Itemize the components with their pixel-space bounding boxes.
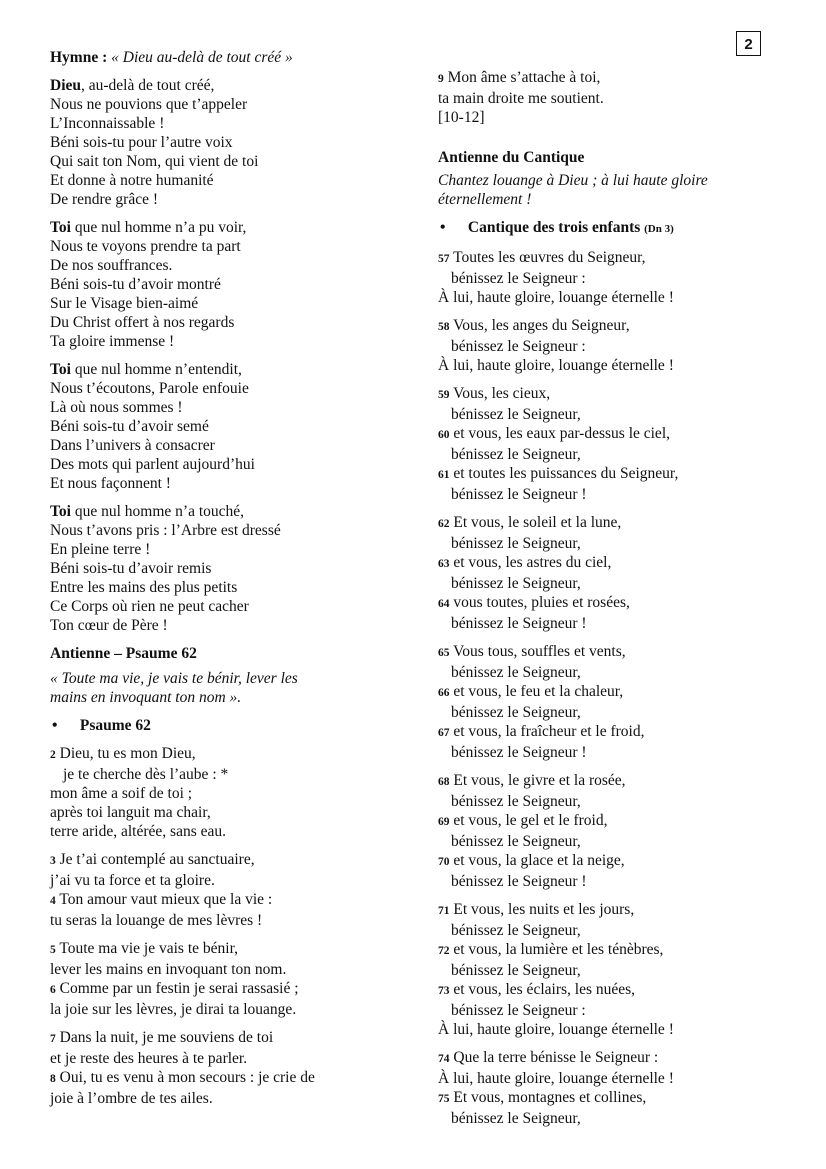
verse-line <box>438 743 778 762</box>
stanza-line: Ton cœur de Père ! <box>50 617 168 634</box>
verse-line <box>438 703 778 722</box>
verse-text: bénissez le Seigneur, <box>451 1110 581 1127</box>
stanza-line: Béni sois-tu d’avoir montré <box>50 276 221 293</box>
stanza-line: Qui sait ton Nom, qui vient de toi <box>50 153 259 170</box>
hymn-label: Hymne : <box>50 49 108 66</box>
verse-group <box>438 513 778 633</box>
hymn-title: « Dieu au-delà de tout créé » <box>111 49 293 66</box>
verse-group <box>50 850 410 930</box>
antienne-line: Chantez louange à Dieu ; à lui haute gloire <box>438 172 708 189</box>
antienne-psaume-text <box>50 669 410 707</box>
stanza-line: En pleine terre ! <box>50 541 151 558</box>
verse-line <box>50 744 410 765</box>
verse-text: bénissez le Seigneur, <box>451 833 581 850</box>
antienne-psaume-heading: Antienne – Psaume 62 <box>50 645 197 662</box>
verse-number: 7 <box>50 1033 56 1045</box>
verse-line <box>438 1001 778 1020</box>
verse-number: 64 <box>438 598 450 610</box>
verse-group <box>438 1048 778 1128</box>
verse-line <box>50 871 410 890</box>
verse-line <box>438 288 778 307</box>
verse-text: bénissez le Seigneur, <box>451 664 581 681</box>
verse-text: je te cherche dès l’aube : * <box>63 766 229 783</box>
verse-number: 2 <box>50 749 56 761</box>
hymn-stanza <box>50 218 410 351</box>
verse-line <box>438 811 778 832</box>
stanza-first-word: Toi <box>50 219 71 236</box>
stanza-line: Et nous façonnent ! <box>50 475 171 492</box>
stanza-line: Dans l’univers à consacrer <box>50 437 215 454</box>
stanza-line: Du Christ offert à nos regards <box>50 314 235 331</box>
verse-number: 67 <box>438 727 450 739</box>
verse-line <box>50 1049 410 1068</box>
verse-group <box>438 248 778 307</box>
stanza-line: Béni sois-tu pour l’autre voix <box>50 134 233 151</box>
psalm-continuation <box>438 68 778 127</box>
verse-number: 59 <box>438 389 450 401</box>
verse-number: 61 <box>438 469 450 481</box>
stanza-line: Et donne à notre humanité <box>50 172 214 189</box>
verse-number: 71 <box>438 905 450 917</box>
bullet-icon: • <box>52 717 58 734</box>
verse-line <box>50 1000 410 1019</box>
verse-number: 57 <box>438 253 450 265</box>
verse-text: terre aride, altérée, sans eau. <box>50 823 226 840</box>
verse-text: mon âme a soif de toi ; <box>50 785 193 802</box>
verse-number: 60 <box>438 429 450 441</box>
stanza-line: De nos souffrances. <box>50 257 173 274</box>
verse-text: Que la terre bénisse le Seigneur : <box>453 1049 659 1066</box>
verse-text: À lui, haute gloire, louange éternelle ! <box>438 289 674 306</box>
stanza-first-line <box>50 502 410 521</box>
hymn-heading <box>50 48 410 67</box>
stanza-line: Là où nous sommes ! <box>50 399 183 416</box>
stanza-first-word: Toi <box>50 361 71 378</box>
verse-number: 3 <box>50 855 56 867</box>
verse-text: vous toutes, pluies et rosées, <box>453 594 630 611</box>
antienne-line: éternellement ! <box>438 191 532 208</box>
verse-text: ta main droite me soutient. <box>438 90 604 107</box>
hymn-stanza <box>50 502 410 635</box>
verse-text: et je reste des heures à te parler. <box>50 1050 248 1067</box>
verse-number: 6 <box>50 984 56 996</box>
verse-group <box>438 384 778 504</box>
verse-text: Et vous, le soleil et la lune, <box>453 514 622 531</box>
verse-text: Je t’ai contemplé au sanctuaire, <box>59 851 255 868</box>
stanza-first-rest: que nul homme n’entendit, <box>70 361 242 378</box>
verse-text: Toutes les œuvres du Seigneur, <box>453 249 646 266</box>
antienne-line: « Toute ma vie, je vais te bénir, lever les <box>50 670 298 687</box>
verse-group <box>438 771 778 891</box>
verse-line <box>438 89 778 108</box>
stanza-first-rest: que nul homme n’a touché, <box>70 503 245 520</box>
stanza-line: Entre les mains des plus petits <box>50 579 238 596</box>
verse-text: À lui, haute gloire, louange éternelle ! <box>438 1021 674 1038</box>
verse-line <box>438 68 778 89</box>
verse-text: et vous, la fraîcheur et le froid, <box>453 723 645 740</box>
verse-text: Ton amour vaut mieux que la vie : <box>59 891 273 908</box>
verse-text: Dieu, tu es mon Dieu, <box>59 745 196 762</box>
verse-number: 4 <box>50 895 56 907</box>
verse-text: bénissez le Seigneur, <box>451 922 581 939</box>
verse-line <box>438 832 778 851</box>
verse-text: et vous, la glace et la neige, <box>453 852 625 869</box>
verse-text: Mon âme s’attache à toi, <box>447 69 601 86</box>
verse-line <box>50 890 410 911</box>
verse-text: Et vous, montagnes et collines, <box>453 1089 647 1106</box>
verse-text: après toi languit ma chair, <box>50 804 211 821</box>
verse-number: 66 <box>438 687 450 699</box>
stanza-line: Ta gloire immense ! <box>50 333 175 350</box>
stanza-first-rest: que nul homme n’a pu voir, <box>70 219 247 236</box>
stanza-line: Des mots qui parlent aujourd’hui <box>50 456 255 473</box>
psalm-verses <box>50 744 410 1108</box>
verse-line <box>438 464 778 485</box>
verse-line <box>438 445 778 464</box>
verse-line <box>50 939 410 960</box>
verse-number: 9 <box>438 73 444 85</box>
verse-text: bénissez le Seigneur ! <box>451 615 587 632</box>
verse-line <box>438 663 778 682</box>
verse-text: et vous, les astres du ciel, <box>453 554 612 571</box>
verse-text: bénissez le Seigneur, <box>451 962 581 979</box>
verse-line <box>50 911 410 930</box>
verse-text: bénissez le Seigneur : <box>451 1002 586 1019</box>
verse-line <box>438 424 778 445</box>
verse-number: 5 <box>50 944 56 956</box>
canticle-reference: (Dn 3) <box>644 223 674 235</box>
verse-text: et vous, le feu et la chaleur, <box>453 683 624 700</box>
hymn-stanzas <box>50 76 410 635</box>
verse-line <box>438 642 778 663</box>
hymn-stanza <box>50 360 410 493</box>
stanza-line: Nous t’avons pris : l’Arbre est dressé <box>50 522 281 539</box>
verse-number: 75 <box>438 1093 450 1105</box>
stanza-line: Ce Corps où rien ne peut cacher <box>50 598 249 615</box>
verse-group <box>50 1028 410 1108</box>
verse-group <box>438 642 778 762</box>
verse-group <box>50 744 410 841</box>
verse-text: [10-12] <box>438 109 485 126</box>
verse-text: joie à l’ombre de tes ailes. <box>50 1090 213 1107</box>
stanza-line: Nous te voyons prendre ta part <box>50 238 241 255</box>
verse-group <box>438 900 778 1039</box>
verse-text: lever les mains en invoquant ton nom. <box>50 961 287 978</box>
stanza-line: Nous t’écoutons, Parole enfouie <box>50 380 249 397</box>
verse-text: Oui, tu es venu à mon secours : je crie de <box>59 1069 315 1086</box>
verse-text: bénissez le Seigneur, <box>451 575 581 592</box>
stanza-first-line <box>50 218 410 237</box>
verse-text: Vous, les cieux, <box>453 385 551 402</box>
verse-text: Et vous, le givre et la rosée, <box>453 772 626 789</box>
verse-line <box>438 921 778 940</box>
verse-line <box>438 614 778 633</box>
verse-text: bénissez le Seigneur : <box>451 338 586 355</box>
verse-line <box>438 722 778 743</box>
verse-text: j’ai vu ta force et ta gloire. <box>50 872 215 889</box>
verse-text: bénissez le Seigneur, <box>451 446 581 463</box>
stanza-first-word: Toi <box>50 503 71 520</box>
verse-number: 68 <box>438 776 450 788</box>
verse-text: et vous, la lumière et les ténèbres, <box>453 941 664 958</box>
psalm-heading <box>50 716 410 735</box>
verse-line <box>50 803 410 822</box>
stanza-first-rest: , au-delà de tout créé, <box>81 77 215 94</box>
bullet-icon: • <box>440 219 446 236</box>
verse-text: et toutes les puissances du Seigneur, <box>453 465 679 482</box>
verse-number: 65 <box>438 647 450 659</box>
verse-line <box>50 822 410 841</box>
verse-text: et vous, les éclairs, les nuées, <box>453 981 636 998</box>
verse-line <box>438 553 778 574</box>
verse-number: 62 <box>438 518 450 530</box>
verse-text: Toute ma vie je vais te bénir, <box>59 940 238 957</box>
stanza-line: Sur le Visage bien-aimé <box>50 295 199 312</box>
verse-text: bénissez le Seigneur, <box>451 704 581 721</box>
verse-number: 58 <box>438 321 450 333</box>
antienne-cantique-heading: Antienne du Cantique <box>438 149 585 166</box>
verse-line <box>438 384 778 405</box>
stanza-first-line <box>50 360 410 379</box>
verse-line <box>438 534 778 553</box>
verse-line <box>438 900 778 921</box>
verse-line <box>438 1048 778 1069</box>
verse-line <box>438 316 778 337</box>
canticle-title: Cantique des trois enfants <box>467 219 641 236</box>
antienne-cantique-text <box>438 171 778 209</box>
verse-number: 70 <box>438 856 450 868</box>
verse-line <box>438 593 778 614</box>
verse-text: Et vous, les nuits et les jours, <box>453 901 635 918</box>
stanza-line: Béni sois-tu d’avoir semé <box>50 418 209 435</box>
verse-line <box>438 405 778 424</box>
verse-line <box>438 851 778 872</box>
verse-line <box>438 792 778 811</box>
canticle-verses <box>438 248 778 1128</box>
hymn-stanza <box>50 76 410 209</box>
verse-text: Dans la nuit, je me souviens de toi <box>59 1029 274 1046</box>
verse-text: la joie sur les lèvres, je dirai ta louange. <box>50 1001 297 1018</box>
stanza-line: Béni sois-tu d’avoir remis <box>50 560 212 577</box>
verse-text: bénissez le Seigneur : <box>451 270 586 287</box>
verse-text: À lui, haute gloire, louange éternelle ! <box>438 357 674 374</box>
verse-line <box>438 771 778 792</box>
canticle-heading <box>438 218 778 239</box>
verse-group <box>50 939 410 1019</box>
verse-text: bénissez le Seigneur, <box>451 406 581 423</box>
verse-number: 63 <box>438 558 450 570</box>
psalm-title: Psaume 62 <box>79 717 151 734</box>
verse-text: bénissez le Seigneur, <box>451 535 581 552</box>
verse-number: 73 <box>438 985 450 997</box>
verse-line <box>438 1109 778 1128</box>
verse-line <box>438 513 778 534</box>
verse-text: Vous, les anges du Seigneur, <box>453 317 630 334</box>
right-column <box>438 68 778 1137</box>
verse-text: Comme par un festin je serai rassasié ; <box>59 980 299 997</box>
verse-line <box>438 872 778 891</box>
page-number: 2 <box>736 31 761 56</box>
verse-line <box>438 269 778 288</box>
antienne-line: mains en invoquant ton nom ». <box>50 689 242 706</box>
verse-line <box>438 485 778 504</box>
stanza-line: Nous ne pouvions que t’appeler <box>50 96 248 113</box>
verse-line <box>438 574 778 593</box>
verse-line <box>50 1028 410 1049</box>
verse-text: bénissez le Seigneur, <box>451 793 581 810</box>
verse-line <box>438 108 778 127</box>
verse-line <box>438 356 778 375</box>
verse-line <box>50 1089 410 1108</box>
verse-number: 69 <box>438 816 450 828</box>
verse-line <box>50 784 410 803</box>
verse-text: Vous tous, souffles et vents, <box>453 643 626 660</box>
stanza-first-line <box>50 76 410 95</box>
verse-line <box>438 1088 778 1109</box>
verse-line <box>438 1069 778 1088</box>
verse-number: 8 <box>50 1073 56 1085</box>
verse-text: À lui, haute gloire, louange éternelle ! <box>438 1070 674 1087</box>
stanza-first-word: Dieu <box>50 77 81 94</box>
verse-text: bénissez le Seigneur ! <box>451 744 587 761</box>
verse-line <box>50 850 410 871</box>
verse-line <box>438 940 778 961</box>
verse-line <box>438 682 778 703</box>
left-column <box>50 48 410 1117</box>
verse-line <box>50 960 410 979</box>
verse-text: tu seras la louange de mes lèvres ! <box>50 912 263 929</box>
verse-line <box>438 961 778 980</box>
verse-line <box>50 765 410 784</box>
verse-text: bénissez le Seigneur ! <box>451 873 587 890</box>
verse-number: 72 <box>438 945 450 957</box>
verse-line <box>438 1020 778 1039</box>
verse-line <box>438 980 778 1001</box>
verse-text: et vous, le gel et le froid, <box>453 812 608 829</box>
verse-line <box>50 1068 410 1089</box>
verse-text: et vous, les eaux par-dessus le ciel, <box>453 425 670 442</box>
verse-line <box>438 248 778 269</box>
verse-group <box>438 316 778 375</box>
stanza-line: L’Inconnaissable ! <box>50 115 165 132</box>
verse-line <box>50 979 410 1000</box>
verse-text: bénissez le Seigneur ! <box>451 486 587 503</box>
verse-line <box>438 337 778 356</box>
verse-number: 74 <box>438 1053 450 1065</box>
stanza-line: De rendre grâce ! <box>50 191 158 208</box>
